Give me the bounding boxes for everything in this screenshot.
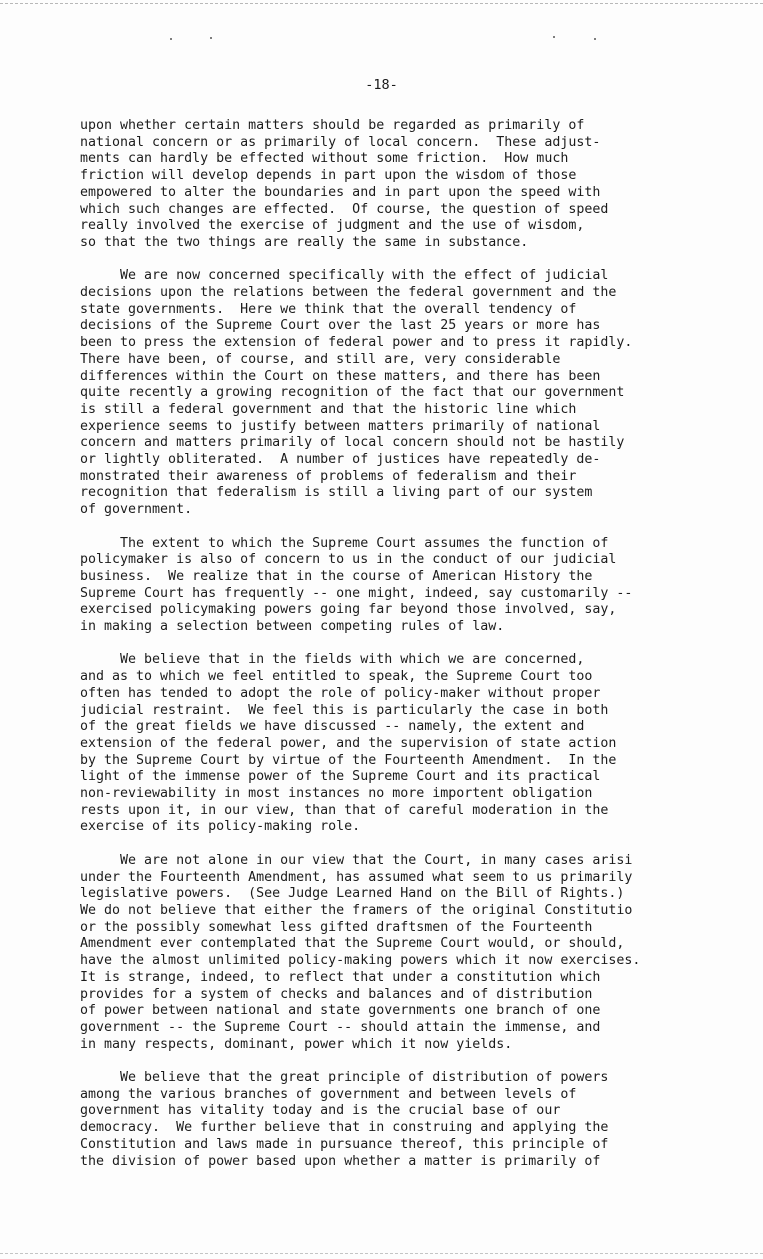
paragraph: [80, 652, 720, 836]
page-bottom-edge: [0, 1253, 763, 1254]
text-line: or the possibly somewhat less gifted draftsmen of the Fourteenth: [80, 919, 593, 935]
body-text: [80, 118, 720, 1187]
text-line: which such changes are effected. Of course, the question of speed: [80, 201, 609, 217]
paragraph: [80, 853, 720, 1053]
paragraph: [80, 536, 720, 636]
text-line: by the Supreme Court by virtue of the Fourteenth Amendment. In the: [80, 752, 617, 768]
text-line: government -- the Supreme Court -- should attain the immense, and: [80, 1019, 601, 1035]
paragraph: [80, 118, 720, 252]
text-line: democracy. We further believe that in construing and applying the: [80, 1120, 609, 1136]
text-line: experience seems to justify between matters primarily of national: [80, 418, 601, 434]
text-line: government has vitality today and is the crucial base of our: [80, 1103, 561, 1119]
text-line: of government.: [80, 502, 193, 518]
text-line: There have been, of course, and still are, very considerable: [80, 351, 561, 367]
text-line: recognition that federalism is still a living part of our system: [80, 485, 593, 501]
scan-speck: [210, 37, 212, 39]
text-line: national concern or as primarily of local concern. These adjust-: [80, 134, 601, 150]
text-line: often has tended to adopt the role of policy-maker without proper: [80, 685, 601, 701]
page-top-edge: [0, 3, 763, 4]
text-line: differences within the Court on these matters, and there has been: [80, 368, 601, 384]
scan-speck: [553, 36, 555, 38]
text-line: policymaker is also of concern to us in the conduct of our judicial: [80, 552, 617, 568]
text-line: and as to which we feel entitled to speak, the Supreme Court too: [80, 669, 593, 685]
scan-speck: [594, 38, 596, 40]
text-line: so that the two things are really the same in substance.: [80, 234, 529, 250]
text-line: Constitution and laws made in pursuance thereof, this principle of: [80, 1136, 609, 1152]
text-line: been to press the extension of federal power and to press it rapidly.: [80, 335, 633, 351]
text-line: in many respects, dominant, power which it now yields.: [80, 1036, 513, 1052]
text-line: legislative powers. (See Judge Learned Hand on the Bill of Rights.): [80, 886, 625, 902]
text-line: judicial restraint. We feel this is particularly the case in both: [80, 702, 609, 718]
text-line: or lightly obliterated. A number of justices have repeatedly de-: [80, 452, 601, 468]
text-line: quite recently a growing recognition of the fact that our government: [80, 385, 625, 401]
paragraph: [80, 268, 720, 519]
text-line: of power between national and state governments one branch of one: [80, 1003, 601, 1019]
text-line: light of the immense power of the Supreme Court and its practical: [80, 769, 601, 785]
text-line: It is strange, indeed, to reflect that under a constitution which: [80, 969, 601, 985]
text-line: of the great fields we have discussed -- namely, the extent and: [80, 719, 585, 735]
text-line: in making a selection between competing rules of law.: [80, 619, 505, 635]
scan-speck: [170, 38, 172, 40]
text-line: Supreme Court has frequently -- one might, indeed, say customarily --: [80, 585, 633, 601]
page-number: -18-: [365, 77, 398, 93]
text-line: among the various branches of government and between levels of: [80, 1086, 577, 1102]
text-line: decisions upon the relations between the federal government and the: [80, 285, 617, 301]
text-line: exercise of its policy-making role.: [80, 819, 361, 835]
text-line: We are now concerned specifically with the effect of judicial: [80, 268, 609, 284]
text-line: friction will develop depends in part upon the wisdom of those: [80, 168, 577, 184]
text-line: We do not believe that either the framers of the original Constitutio: [80, 902, 633, 918]
text-line: the division of power based upon whether a matter is primarily of: [80, 1153, 601, 1169]
text-line: Amendment ever contemplated that the Supreme Court would, or should,: [80, 936, 625, 952]
text-line: empowered to alter the boundaries and in part upon the speed with: [80, 184, 601, 200]
text-line: concern and matters primarily of local concern should not be hastily: [80, 435, 625, 451]
text-line: decisions of the Supreme Court over the last 25 years or more has: [80, 318, 601, 334]
text-line: business. We realize that in the course of American History the: [80, 568, 593, 584]
text-line: monstrated their awareness of problems of federalism and their: [80, 468, 577, 484]
text-line: We believe that the great principle of distribution of powers: [80, 1070, 609, 1085]
text-line: upon whether certain matters should be regarded as primarily of: [80, 118, 585, 133]
paragraph: [80, 1070, 720, 1170]
text-line: state governments. Here we think that the overall tendency of: [80, 301, 577, 317]
text-line: is still a federal government and that the historic line which: [80, 401, 577, 417]
text-line: We are not alone in our view that the Court, in many cases arisi: [80, 852, 633, 868]
text-line: provides for a system of checks and balances and of distribution: [80, 986, 593, 1002]
text-line: under the Fourteenth Amendment, has assumed what seem to us primarily: [80, 869, 633, 885]
text-line: extension of the federal power, and the supervision of state action: [80, 735, 617, 751]
text-line: have the almost unlimited policy-making powers which it now exercises.: [80, 953, 641, 969]
text-line: The extent to which the Supreme Court assumes the function of: [80, 535, 609, 551]
text-line: ments can hardly be effected without some friction. How much: [80, 151, 569, 167]
text-line: non-reviewability in most instances no more importent obligation: [80, 786, 593, 802]
text-line: really involved the exercise of judgment and the use of wisdom,: [80, 218, 585, 234]
text-line: exercised policymaking powers going far beyond those involved, say,: [80, 602, 617, 618]
text-line: rests upon it, in our view, than that of careful moderation in the: [80, 802, 609, 818]
text-line: We believe that in the fields with which we are concerned,: [80, 652, 585, 668]
